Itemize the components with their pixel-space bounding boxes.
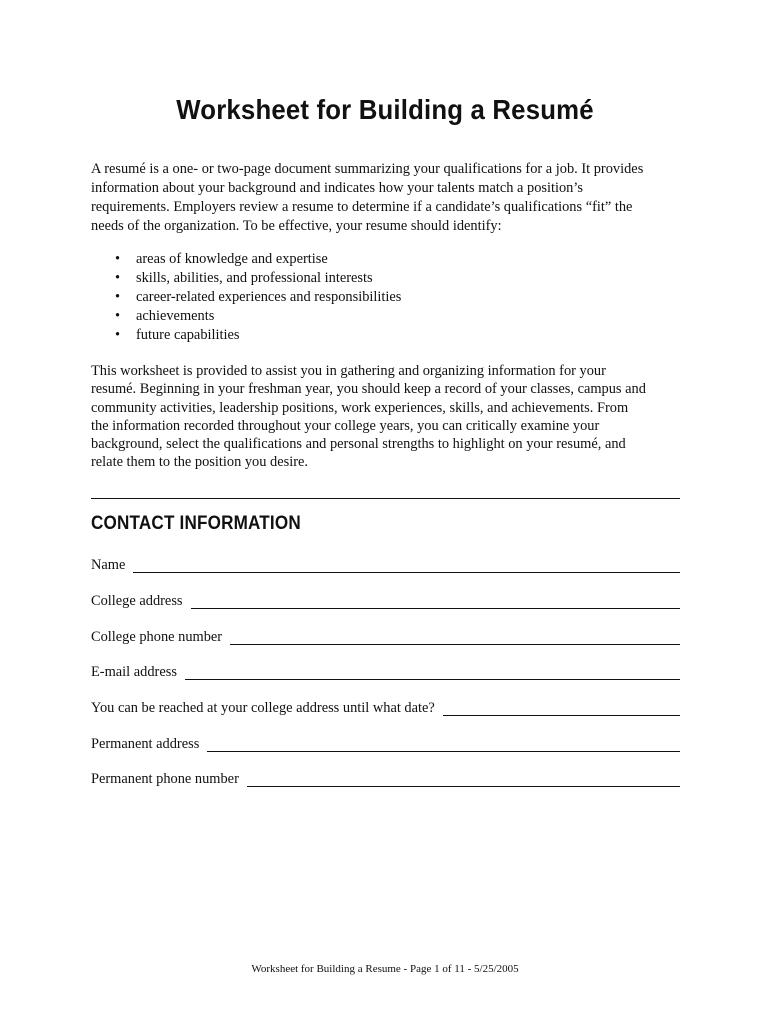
bullet-text: areas of knowledge and expertise bbox=[136, 251, 328, 267]
bullet-icon: • bbox=[115, 270, 121, 286]
bullet-text: future capabilities bbox=[136, 327, 240, 343]
intro-line: A resumé is a one- or two-page document summarizing your qualifications for a job. It provides bbox=[91, 161, 644, 177]
section-divider bbox=[91, 498, 680, 499]
college-phone-input-line[interactable] bbox=[230, 643, 680, 645]
college-phone-field[interactable] bbox=[91, 626, 680, 646]
bullet-icon: • bbox=[115, 327, 121, 343]
permanent-phone-input-line[interactable] bbox=[247, 785, 680, 787]
worksheet-purpose-paragraph bbox=[91, 362, 691, 472]
bullet-item bbox=[91, 326, 401, 345]
bullet-icon: • bbox=[115, 308, 121, 324]
bullet-item bbox=[91, 250, 401, 269]
bullet-item bbox=[91, 269, 401, 288]
qualification-bullet-list bbox=[91, 250, 401, 345]
permanent-phone-field[interactable] bbox=[91, 768, 680, 788]
bullet-text: skills, abilities, and professional interests bbox=[136, 270, 373, 286]
bullet-item bbox=[91, 307, 401, 326]
field-label: E-mail address bbox=[91, 664, 177, 680]
page-footer: Worksheet for Building a Resume - Page 1 of 11 - 5/25/2005 bbox=[251, 963, 519, 975]
intro-paragraph bbox=[91, 160, 691, 236]
field-label: You can be reached at your college address until what date? bbox=[91, 700, 435, 716]
intro-line: needs of the organization. To be effective, your resume should identify: bbox=[91, 218, 502, 234]
intro-line: requirements. Employers review a resume to determine if a candidate’s qualifications “fit” the bbox=[91, 199, 633, 215]
name-input-line[interactable] bbox=[133, 571, 680, 573]
purpose-line: relate them to the position you desire. bbox=[91, 454, 309, 471]
field-label: Permanent phone number bbox=[91, 771, 239, 787]
purpose-line: background, select the qualifications and personal strengths to highlight on your resumé, and bbox=[91, 436, 626, 453]
purpose-line: This worksheet is provided to assist you in gathering and organizing information for your bbox=[91, 363, 606, 379]
reachable-until-date-input-line[interactable] bbox=[443, 714, 680, 716]
section-heading-contact-information: CONTACT INFORMATION bbox=[91, 513, 301, 534]
permanent-address-input-line[interactable] bbox=[207, 750, 680, 752]
field-label: College phone number bbox=[91, 629, 223, 645]
reachable-until-date-field[interactable] bbox=[91, 697, 680, 717]
college-address-input-line[interactable] bbox=[191, 607, 680, 609]
bullet-text: career-related experiences and responsibilities bbox=[136, 289, 402, 305]
email-input-line[interactable] bbox=[185, 678, 680, 680]
bullet-icon: • bbox=[115, 289, 121, 305]
bullet-text: achievements bbox=[136, 308, 215, 324]
purpose-line: the information recorded throughout your college years, you can critically examine your bbox=[91, 417, 600, 434]
field-label: Name bbox=[91, 557, 126, 573]
purpose-line: community activities, leadership positions, work experiences, skills, and achievements. From bbox=[91, 399, 629, 416]
bullet-icon: • bbox=[115, 251, 121, 267]
field-label: Permanent address bbox=[91, 736, 200, 752]
college-address-field[interactable] bbox=[91, 590, 680, 610]
document-title: Worksheet for Building a Resumé bbox=[176, 94, 594, 125]
permanent-address-field[interactable] bbox=[91, 733, 680, 753]
intro-line: information about your background and indicates how your talents match a position’s bbox=[91, 180, 583, 196]
email-field[interactable] bbox=[91, 661, 680, 681]
field-label: College address bbox=[91, 593, 183, 609]
name-field[interactable] bbox=[91, 554, 680, 574]
purpose-line: resumé. Beginning in your freshman year, you should keep a record of your classes, campus and bbox=[91, 381, 646, 398]
bullet-item bbox=[91, 288, 401, 307]
